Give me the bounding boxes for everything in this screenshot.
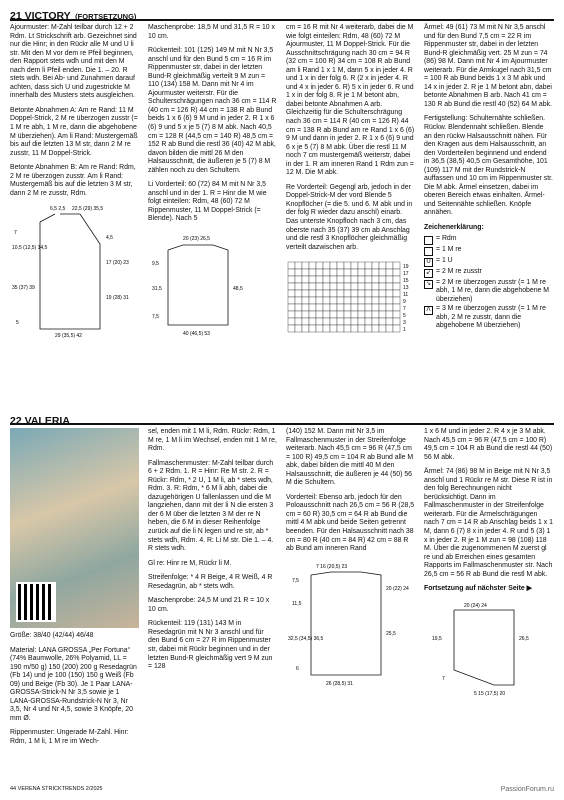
chart-cell: [344, 269, 351, 276]
chart-cell: [365, 311, 372, 318]
back-text-2: Rückenteil: 119 (131) 143 M in Resedagrün mit N Nr 3 anschl und für den Bund 6 cm = 27 R im Rippenmuster str, dabei mit Rückr beginnen und in der letzten Bund-R gleichmäßig vert 9 M zun = 128: [148, 620, 273, 671]
continued-note: Fortsetzung auf nächster Seite ▶: [424, 585, 532, 593]
dim-l2: 11,5: [292, 600, 302, 607]
chart-cell: [386, 262, 393, 269]
legend-text: = Rdm: [436, 234, 457, 242]
chart-cell: [309, 269, 316, 276]
chart-cell: [323, 262, 330, 269]
chart-cell: [295, 262, 302, 269]
legend-item: [424, 235, 553, 245]
chart-cell: [393, 262, 400, 269]
chart-cell: [372, 276, 379, 283]
chart-cell: [386, 297, 393, 304]
chart-cell: [351, 262, 358, 269]
dim-l1: 7,5: [292, 577, 299, 584]
chart-cell: [330, 283, 337, 290]
chart-cell: [288, 269, 295, 276]
chart-cell: [393, 304, 400, 311]
chart-cell: [330, 318, 337, 325]
chart-cell: [351, 283, 358, 290]
schematic-vest-front: [10, 204, 139, 339]
legend-symbol: [424, 236, 433, 245]
left-front-text: Li Vorderteil: 60 (72) 84 M mit N Nr 3,5 anschl und in der 1. R = Hinr die M wie folgt einteilen: Rdm, 48 (60) 72 M Rippenmuster, 11 M Doppel-Strick (= Blende). Nach 5: [148, 181, 267, 223]
chart-cell: [302, 269, 309, 276]
chart-cell: [302, 283, 309, 290]
chart-cell: [288, 297, 295, 304]
chart-cell: [323, 325, 330, 332]
chart-cell: [337, 262, 344, 269]
column-3: [286, 24, 415, 344]
chart-cell: [309, 283, 316, 290]
chart-cell: [337, 304, 344, 311]
chart-cell: [316, 283, 323, 290]
chart-cell: [379, 297, 386, 304]
chart-cell: [337, 297, 344, 304]
chart-cell: [330, 304, 337, 311]
chart-cell: [372, 318, 379, 325]
chart-cell: [351, 318, 358, 325]
chart-cell: [323, 311, 330, 318]
dim-l1: 19,5: [432, 635, 442, 642]
chart-cell: [379, 311, 386, 318]
v-column-2: [148, 428, 277, 753]
chart-cell: [365, 297, 372, 304]
chart-cell: [323, 283, 330, 290]
chart-cell: [372, 325, 379, 332]
chart-cell: [309, 325, 316, 332]
dim-r2: 25,5: [386, 630, 396, 637]
chart-cell: [386, 290, 393, 297]
chart-cell: [316, 311, 323, 318]
dim-r1: 4,5: [106, 235, 113, 242]
dim-r2: 17 (20) 23: [106, 260, 129, 267]
chart-cell: [379, 283, 386, 290]
right-front-text: Re Vorderteil: Gegengl arb, jedoch in der Doppel-Strick-M der vord Blende 5 Knopflöcher (= die 5. und 6. M abk und in der folg R wieder dazu anschl) einarb. Das unterste Knopfloch nach 3 cm, das oberste nach 35 (37) 39 cm ab Anschlag und die restl 3 Knopflöcher gleichmäßig verteilt dazwischen arb.: [286, 183, 413, 251]
chart-cell: [288, 311, 295, 318]
chart-cell: [309, 297, 316, 304]
chart-cell: [386, 311, 393, 318]
chart-cell: [358, 269, 365, 276]
chart-cell: [386, 318, 393, 325]
dim-bottom: 40 (46,5) 53: [183, 331, 210, 338]
chart-cell: [295, 304, 302, 311]
dim-l2: 10,5 (12,5) 14,5: [12, 245, 48, 252]
chart-cell: [330, 269, 337, 276]
chart-cell: [365, 325, 372, 332]
dim-r3: 19 (28) 31: [106, 295, 129, 302]
left-front-cont-text: cm = 16 R mit Nr 4 weiterarb, dabei die M wie folgt einteilen: Rdm, 48 (60) 72 M Ajourmuster, 11 M Doppel-Strick. Für die Ausschnittschrägung nach 30 cm = 94 R (32 cm = 100 R) 34 cm = 108 R ab Bund am li Rand 1 x 1 M, dann 5 x in jeder 4. R und 1 x in der folg 6. R (2 x in jeder 4. R und 4 x in jeder 6. R) 5 x in jeder 6. R und 1 x in der folg 8. R je 1 M betont abn, dabei betonte Abnahmen A arb. Gleichzeitig für die Schulterschrägung nach 36 cm = 114 R (40 cm = 126 R) 44 cm = 138 R ab Bund am re Rand 1 x 6 (6) 9 M und dann in jeder 2. R 1 x 6 (6) 9 und 6 x je 5 (7) 8 M abk. Über die restl 11 M noch 7 cm mustergemäß weiterstr, dabei in der 1. R am inneren Rand 1 Rdm zun = 12 M. Die M abk.: [286, 24, 415, 177]
material-text: Material: LANA GROSSA „Per Fortuna“ (74% Baumwolle, 26% Polyamid, LL = 190 m/50 g) 150 (200) 200 g Resedagrün (Fb 14) und je 100 (150) 150 g Weiß (Fb 09) und Beige (Fb 30). Je 1 Paar LANA-GROSSA-Strick-N Nr 3,5 sowie je 1 LANA-GROSSA-Rundstrick-N Nr 3, Nr 3,5, Nr 4 und Nr 4,5, sowie 3 Knöpfe, 20 mm Ø.: [10, 646, 137, 722]
chart-cell: [372, 311, 379, 318]
legend-item: [424, 279, 553, 305]
back-cont-text: (140) 152 M. Dann mit Nr 3,5 im Fallmaschenmuster in der Streifenfolge weiterarb. Nach 45,5 cm = 96 R (47,5 cm = 100 R) 49,5 cm = 104 R ab Bund alle M abk, dabei bilden die mittl 40 M den Halsausschnitt, die äußeren je 44 (50) 56 M die Schultern.: [286, 428, 414, 487]
chart-cell: [358, 325, 365, 332]
dim-bottom: 26 (28,5) 31: [326, 680, 353, 687]
finishing-text: Fertigstellung: Schulternähte schließen. Rückw. Blendennaht schließen. Blende an den rückw Halsausschnitt nähen. Für den Kragen aus dem Halsausschnitt, an den Vorderteilen beginnend und endend in 36,5 (38,5) 40,5 cm Gesamthöhe, 101 (109) 117 M mit der Rundstrick-N auffassen und 10 cm im Rippenmuster str. Die M abk. Ärmel einsetzen, dabei im oberen Bereich etwas einhalten. Ärmel- und Seitennähte schließen. Knöpfe annähen.: [424, 115, 553, 217]
legend-symbol: Λ: [424, 306, 433, 315]
chart-cell: [337, 283, 344, 290]
dim-l3: 35 (37) 39: [12, 285, 35, 292]
chart-cell: [393, 290, 400, 297]
chart-cell: [295, 311, 302, 318]
dim-l4: 6: [296, 665, 299, 672]
chart-cell: [330, 262, 337, 269]
chart-cell: [358, 311, 365, 318]
chart-cell: [337, 318, 344, 325]
chart-cell: [372, 283, 379, 290]
chart-cell: [365, 262, 372, 269]
chart-cell: [372, 290, 379, 297]
chart-row-label: 5: [403, 313, 406, 320]
watermark: PassionForum.ru: [500, 786, 554, 793]
chart-cell: [358, 297, 365, 304]
column-1: [10, 24, 139, 344]
chart-cell: [309, 262, 316, 269]
dim-bottom: 29 (35,5) 42: [55, 333, 82, 340]
chart-row-label: 1: [403, 327, 406, 334]
model-photo: [10, 428, 139, 628]
chart-cell: [351, 304, 358, 311]
column-2: [148, 24, 277, 344]
chart-cell: [379, 269, 386, 276]
chart-cell: [288, 325, 295, 332]
dim-l1: 7: [14, 230, 17, 237]
chart-cell: [351, 297, 358, 304]
chart-cell: [330, 297, 337, 304]
chart-cell: [386, 283, 393, 290]
pattern-subtitle: (FORTSETZUNG): [75, 12, 137, 21]
dim-r1: 26,5: [519, 635, 529, 642]
dim-l2: 7: [442, 675, 445, 682]
chart-cell: [372, 262, 379, 269]
gauge-text-2: Maschenprobe: 24,5 M und 21 R = 10 x 10 cm.: [148, 597, 270, 613]
chart-cell: [358, 290, 365, 297]
chart-cell: [386, 269, 393, 276]
dim-r1: 20 (22) 24: [386, 585, 409, 592]
chart-cell: [316, 304, 323, 311]
chart-cell: [365, 318, 372, 325]
chart-cell: [379, 318, 386, 325]
rib-pattern-text: Rippenmuster: Ungerade M-Zahl. Hinr: Rdm, 1 M li, 1 M re im Wech-: [10, 729, 129, 746]
dim-top: 6,5 2,5: [50, 206, 66, 213]
dim-l2: 31,5: [152, 286, 162, 293]
section-header: [10, 6, 554, 21]
dim-top: 7 16 (20,5) 23: [316, 563, 348, 570]
chart-cell: [302, 262, 309, 269]
chart-cell: [337, 269, 344, 276]
chart-cell: [379, 304, 386, 311]
chart-cell: [316, 269, 323, 276]
chart-cell: [295, 283, 302, 290]
chart-cell: [344, 318, 351, 325]
dim-top: 20 (24) 24: [464, 602, 487, 609]
chart-cell: [316, 290, 323, 297]
chart-cell: [295, 269, 302, 276]
legend-symbol: [424, 247, 433, 256]
chart-cell: [393, 283, 400, 290]
chart-cell: [351, 269, 358, 276]
v-column-4: [424, 428, 553, 753]
chart-cell: [302, 311, 309, 318]
chart-cell: [372, 297, 379, 304]
sleeve-text: Ärmel: 49 (61) 73 M mit N Nr 3,5 anschl und für den Bund 7,5 cm = 22 R im Rippenmuster str, dabei in der letzten Bund-R gleichmäßig vert. 25 M zun = 74 (86) 98 M. Dann mit Nr 4 im Ajourmuster weiterarb. Für die Armkugel nach 31,5 cm = 100 R ab Bund beids 1 x 3 M abk und 14 x in jeder 2. R je 1 M betont abn, dabei betonte Abnahmen B arb. Nach 41 cm = 130 R ab Bund die restl 40 (52) 64 M abk.: [424, 24, 552, 108]
chart-cell: [344, 276, 351, 283]
size-text: Größe: 38/40 (42/44) 46/48: [10, 632, 94, 639]
chart-cell: [393, 269, 400, 276]
dim-width: 22,5 (29) 35,5: [72, 206, 104, 213]
dim-bottom: 5 15 (17,5) 20: [474, 690, 506, 697]
chart-cell: [344, 325, 351, 332]
chart-cell: [337, 276, 344, 283]
ajour-pattern-text: Ajourmuster: M-Zahl teilbar durch 12 + 2 Rdm. Lt Strickschrift arb. Gezeichnet sind nur die Hinr; in den Rückr alle M und U li str. Mit den M vor dem re Pfeil beginnen, den Rapport stets wdh und mit den M nach dem li Pfeil enden. Die 1. – 20. R stets wdh. Bei Ab- und Zunahmen darauf achten, dass sich U und zugestrickte M innerhalb des Musters stets ausgleichen.: [10, 24, 137, 100]
chart-cell: [323, 276, 330, 283]
chart-cell: [358, 276, 365, 283]
chart-cell: [365, 269, 372, 276]
chart-cell: [337, 290, 344, 297]
chart-cell: [344, 283, 351, 290]
legend-item: [424, 246, 553, 256]
chart-cell: [358, 318, 365, 325]
chart-cell: [344, 290, 351, 297]
chart-cell: [309, 311, 316, 318]
chart-cell: [358, 283, 365, 290]
dim-r: 48,5: [233, 286, 243, 293]
chart-row-label: 3: [403, 320, 406, 327]
legend-item: [424, 268, 553, 278]
chart-cell: [316, 297, 323, 304]
chart-row-label: 17: [403, 271, 409, 278]
front-text-2: Vorderteil: Ebenso arb, jedoch für den Poloausschnitt nach 26,5 cm = 56 R (28,5 cm = 60 R) 30,5 cm = 64 R ab Bund die mittl 4 M abk und beide Seiten getrennt beenden. Für den Halsausschnitt nach 38 cm = 80 R (40 cm = 84 R) 42 cm = 88 R ab Bund am inneren Rand: [286, 493, 415, 553]
chart-cell: [393, 297, 400, 304]
chart-cell: [288, 304, 295, 311]
dim-l1: 9,5: [152, 261, 159, 268]
chart-row-label: 19: [403, 264, 409, 271]
chart-cell: [302, 297, 309, 304]
chart-cell: [393, 276, 400, 283]
chart-cell: [302, 276, 309, 283]
chart-cell: [344, 311, 351, 318]
chart-cell: [337, 311, 344, 318]
chart-cell: [365, 276, 372, 283]
page-footer: 44 VERENA STRICKTRENDS 2/2025: [10, 786, 103, 792]
pattern-title: 21 VICTORY: [10, 10, 71, 22]
chart-cell: [351, 290, 358, 297]
legend: [424, 235, 553, 331]
chart-cell: [365, 290, 372, 297]
chart-cell: [302, 290, 309, 297]
chart-row-label: 7: [403, 306, 406, 313]
section-header-2: [10, 411, 554, 425]
legend-symbol: ↙: [425, 269, 432, 276]
chart-cell: [323, 290, 330, 297]
chart-cell: [344, 304, 351, 311]
chart-cell: [393, 318, 400, 325]
chart-cell: [393, 325, 400, 332]
column-4: [424, 24, 553, 344]
chart-cell: [295, 325, 302, 332]
chart-row-label: 15: [403, 278, 409, 285]
chart-cell: [344, 297, 351, 304]
chart-cell: [344, 262, 351, 269]
chart-cell: [288, 290, 295, 297]
chart-cell: [323, 304, 330, 311]
chart-cell: [302, 325, 309, 332]
rib-cont-text: sel, enden mit 1 M li, Rdm. Rückr: Rdm, 1 M re, 1 M li im Wechsel, enden mit 1 M re, Rdm.: [148, 428, 277, 453]
legend-text: = 1 U: [436, 256, 453, 264]
stitch-chart: [286, 258, 415, 338]
chart-cell: [386, 276, 393, 283]
stripe-text: Streifenfolge: * 4 R Beige, 4 R Weiß, 4 R Resedagrün, ab * stets wdh.: [148, 574, 273, 590]
dim-l3: 7,5: [152, 314, 159, 321]
stockinette-text: Gl re: Hinr re M, Rückr li M.: [148, 559, 232, 567]
dim-l3: 32,5 (34,5) 36,5: [288, 635, 324, 642]
dim-h: 5: [16, 320, 19, 327]
legend-item: [424, 305, 553, 331]
chart-cell: [288, 283, 295, 290]
chart-cell: [330, 276, 337, 283]
chart-cell: [372, 269, 379, 276]
legend-text: = 2 M re überzogen zusstr (= 1 M re abh, 1 M re, dann die abgehobene M überziehen): [436, 278, 550, 303]
chart-cell: [351, 325, 358, 332]
chart-cell: [386, 325, 393, 332]
chart-cell: [295, 318, 302, 325]
front-cont-text: 1 x 6 M und in jeder 2. R 4 x je 3 M abk. Nach 45,5 cm = 96 R (47,5 cm = 100 R) 49,5 cm = 104 R ab Bund die restl 44 (50) 56 M abk.: [424, 428, 553, 461]
chart-cell: [295, 297, 302, 304]
chart-cell: [309, 318, 316, 325]
chart-cell: [323, 318, 330, 325]
chart-cell: [337, 325, 344, 332]
chart-cell: [302, 318, 309, 325]
chart-cell: [330, 311, 337, 318]
chart-cell: [365, 283, 372, 290]
back-text: Rückenteil: 101 (125) 149 M mit N Nr 3,5 anschl und für den Bund 5 cm = 16 R im Rippenmuster str, dabei in der letzten Bund-R gleichmäßig verteilt 9 M zun = 110 (134) 158 M. Dann mit Nr 4 im Ajourmuster weiterstr. Für die Schulterschrägungen nach 36 cm = 114 R (40 cm = 126 R) 44 cm = 138 R ab Bund beids 1 x 6 (6) 9 M und in jeder 2. R 1 x 6 (6) 9 und 5 x je 5 (7) 8 M abk. Nach 40,5 cm = 128 R (44,5 cm = 140 R) 48,5 cm = 152 R ab Bund die restl 36 (40) 42 M abk, davon bilden die mittl 26 M den Halsausschnitt, die äußeren je 5 (7) 8 M zählen noch zu den Schultern.: [148, 47, 277, 174]
legend-item: [424, 257, 553, 267]
chart-cell: [288, 262, 295, 269]
schematic-sweater: [286, 560, 415, 690]
schematic-back: [148, 230, 277, 340]
chart-cell: [309, 276, 316, 283]
chart-cell: [309, 304, 316, 311]
chart-cell: [351, 311, 358, 318]
chart-cell: [295, 290, 302, 297]
gauge-text: Maschenprobe: 18,5 M und 31,5 R = 10 x 10 cm.: [148, 24, 275, 40]
chart-cell: [372, 304, 379, 311]
chart-cell: [309, 290, 316, 297]
chart-cell: [379, 290, 386, 297]
dim-top: 20 (23) 26,5: [183, 236, 210, 243]
chart-cell: [351, 276, 358, 283]
chart-cell: [302, 304, 309, 311]
chart-cell: [379, 276, 386, 283]
v-column-1: [10, 428, 139, 753]
chart-cell: [288, 276, 295, 283]
legend-text: = 3 M re überzogen zusstr (= 1 M re abh, 2 M re zusstr, dann die abgehobene M überziehen): [436, 305, 546, 330]
legend-symbol: ↘: [425, 280, 432, 287]
decrease-b-text: Betonte Abnahmen B: Am re Rand: Rdm, 2 M re überzogen zusstr. Am li Rand: Mustergemäß bis auf die letzten 3 M str, dann 2 M re zusstr, Rdm.: [10, 164, 136, 197]
chart-row-label: 9: [403, 299, 406, 306]
decrease-a-text: Betonte Abnahmen A: Am re Rand: 11 M Doppel-Strick, 2 M re überzogen zusstr (= 1 M re abh, 1 M re, dann die abgehobene M überziehen). Am li Rand: Mustergemäß bis auf die letzten 13 M str, dann 2 M re zusstr, 11 M Doppel-Strick.: [10, 106, 138, 157]
chart-cell: [316, 276, 323, 283]
legend-title: Zeichenerklärung:: [424, 224, 484, 232]
chart-cell: [365, 304, 372, 311]
chart-cell: [288, 318, 295, 325]
pattern-title-2: 22 VALERIA: [10, 415, 70, 427]
chart-cell: [295, 276, 302, 283]
chart-row-label: 13: [403, 285, 409, 292]
chart-cell: [358, 304, 365, 311]
chart-cell: [330, 325, 337, 332]
chart-cell: [379, 262, 386, 269]
drop-stitch-text: Fallmaschenmuster: M-Zahl teilbar durch 6 + 2 Rdm. 1. R = Hinr: Re M str. 2. R = Rückr: Rdm, * 2 U, 1 M li, ab * stets wdh, Rdm. 3. R: Rdm, * 6 M li abh, dabei die dazugehörigen U fallenlassen und die M langziehen, dann mit der li N die ersten 3 der 6 M über die letzten 3 M der re N heben, die 6 M in dieser Reihenfolge zurück auf die li N legen und re str, ab * stets wdh, Rdm. 4. R: Li M str. Die 1. – 4. R stets wdh.: [148, 459, 274, 553]
chart-cell: [358, 262, 365, 269]
legend-text: = 2 M re zusstr: [436, 267, 482, 275]
schematic-sleeve: [424, 600, 553, 700]
chart-cell: [330, 290, 337, 297]
chart-cell: [316, 262, 323, 269]
chart-cell: [316, 318, 323, 325]
chart-cell: [379, 325, 386, 332]
chart-cell: [316, 325, 323, 332]
sleeve-text-2: Ärmel: 74 (86) 98 M in Beige mit N Nr 3,5 anschl und 1 Rückr re M str. Diese R ist in den folg Berechnungen nicht berücksichtigt. Dann im Fallmaschenmuster in der Streifenfolge weiterarb. Für die Ärmelschrägungen nach 7 cm = 14 R ab Anschlag beids 1 x 1 M, dann 6 (7) 8 x in jeder 4. R und 5 (3) 1 x in jeder 2. R je 1 M zun = 98 (108) 118 M. Über die zugenommenen M zuerst gl re und ab Erreichen eines gesamten Rapports im Fallmaschenmuster str. Nach 26,5 cm = 56 R ab Bund die restl M abk.: [424, 468, 553, 578]
legend-symbol: U: [424, 258, 433, 267]
v-column-3: [286, 428, 415, 753]
qr-code: [16, 582, 56, 622]
legend-text: = 1 M re: [436, 245, 462, 253]
chart-cell: [393, 311, 400, 318]
chart-row-label: 11: [403, 292, 409, 299]
chart-cell: [386, 304, 393, 311]
chart-cell: [323, 297, 330, 304]
chart-cell: [323, 269, 330, 276]
